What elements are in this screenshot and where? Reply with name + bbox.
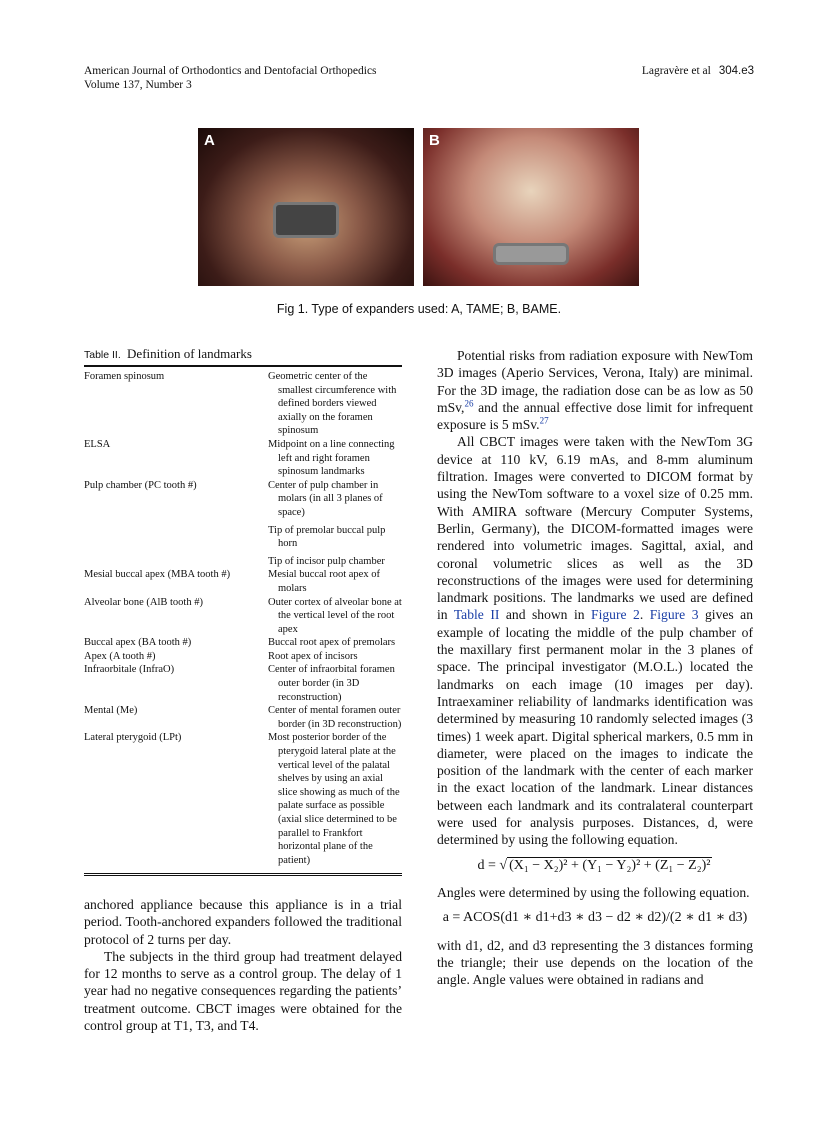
- figure-caption: Fig 1. Type of expanders used: A, TAME; B, BAME.: [276, 302, 562, 316]
- table-row: [84, 438, 402, 479]
- table-row: [84, 636, 402, 650]
- landmark-name: Foramen spinosum: [84, 371, 165, 382]
- figure-photo-b: [423, 128, 639, 286]
- left-column-text: [84, 896, 402, 1034]
- distance-equation: d = √ (X₁ − X₂)² + (Y₁ − Y₂)² + (Z₁ − Z₂)²: [477, 857, 711, 873]
- paragraph: [437, 347, 753, 433]
- landmark-definition: Root apex of incisors: [268, 650, 358, 662]
- landmark-name: Apex (A tooth #): [84, 650, 156, 662]
- equation-rhs: (X₁ − X₂)² + (Y₁ − Y₂)² + (Z₁ − Z₂)²: [509, 857, 711, 873]
- table-title: [84, 346, 402, 367]
- authors: Lagravère et al: [641, 65, 711, 77]
- right-column-text: [437, 347, 753, 988]
- citation-26[interactable]: 26: [464, 398, 474, 409]
- table-row: [84, 596, 402, 637]
- text: All CBCT images were taken with the NewTom 3G device at 110 kV, 6.19 mAs, and 8-mm aluminum filtration. Images were converted to DICOM format by using the NewTom software to a voxel size of 0.25 mm. With AMIRA software (Mercury Computer Systems, Berlin, Germany), the DICOM-formatted images were rendered into volumetric images. Sagittal, axial, and coronal volumetric slices as well as the 3D reconstructions of the images were used for determining landmark positions. The landmarks we used are defined in: [437, 434, 753, 623]
- table-row: [84, 568, 402, 595]
- paragraph: The subjects in the third group had treatment delayed for 12 months to serve as a control group. The delay of 1 year had no negative consequences regarding the patients’ treatment outcome. CBCT images were obtained for the control group at T1, T3, and T4.: [84, 948, 402, 1034]
- landmark-name: Buccal apex (BA tooth #): [84, 637, 192, 649]
- table-row: [84, 650, 402, 664]
- table-label: Table II.: [84, 349, 121, 361]
- table-body: [84, 370, 402, 867]
- landmark-definition: Center of infraorbital foramen outer border (in 3D reconstruction): [268, 664, 395, 703]
- landmark-name: [84, 520, 268, 551]
- page-number: 304.e3: [718, 65, 754, 77]
- landmark-name: Mesial buccal apex (MBA tooth #): [84, 569, 231, 581]
- table-row: [84, 370, 402, 438]
- text: .: [639, 607, 650, 623]
- table-row: [84, 731, 402, 867]
- landmark-name: Infraorbitale (InfraO): [84, 664, 175, 676]
- landmark-definition: Tip of incisor pulp chamber: [268, 555, 385, 567]
- text: gives an example of locating the middle of the pulp chamber of the maxillary first permanent molar in the 3 planes of space. The principal investigator (M.O.L.) located the landmarks on each image (10 images per day). Intraexaminer reliability of landmarks identification was determined by measuring 10 randomly selected images (3 times) 1 week apart. Digital spherical markers, 0.5 mm in diameter, were placed on the images to indicate the position of the landmark with the center of each marker in the exact location of the landmark. Linear distances between each landmark and its contralateral counterpart were used for analysis purposes. Distances, d, were determined by using the following equation.: [437, 607, 754, 848]
- landmark-definition: Center of mental foramen outer border (in 3D reconstruction): [268, 705, 402, 730]
- link-figure-3[interactable]: Figure 3: [649, 607, 699, 623]
- landmark-name: [84, 551, 268, 569]
- landmark-name: ELSA: [84, 438, 111, 450]
- equation-lhs: d =: [477, 857, 500, 873]
- link-table-2[interactable]: Table II: [453, 607, 500, 623]
- table-row: [84, 479, 402, 520]
- table-row: [84, 663, 402, 704]
- landmark-name: Alveolar bone (AlB tooth #): [84, 596, 203, 608]
- paragraph: anchored appliance because this appliance is in a trial period. Tooth-anchored expanders followed the traditional protocol of 2 turns per day.: [84, 897, 402, 947]
- table-row: [84, 551, 402, 569]
- journal-volume: Volume 137, Number 3: [84, 79, 192, 91]
- citation-27[interactable]: 27: [539, 415, 549, 426]
- panel-label-a: A: [204, 132, 215, 149]
- landmark-name: Lateral pterygoid (LPt): [84, 732, 182, 744]
- running-header-right: [642, 64, 754, 78]
- journal-name: American Journal of Orthodontics and Dentofacial Orthopedics: [84, 65, 377, 77]
- table-row: [84, 704, 402, 731]
- link-figure-2[interactable]: Figure 2: [591, 607, 640, 623]
- landmark-name: Pulp chamber (PC tooth #): [84, 479, 197, 491]
- paragraph: [437, 433, 753, 848]
- landmark-definition: Tip of premolar buccal pulp horn: [268, 524, 386, 550]
- paragraph: with d1, d2, and d3 representing the 3 distances forming the triangle; their use depends on the location of the angle. Angle values were obtained in radians and: [437, 937, 753, 988]
- angle-equation: a = ACOS(d1 ∗ d1+d3 ∗ d3 − d2 ∗ d2)/(2 ∗ d1 ∗ d3): [442, 910, 748, 926]
- landmark-definition: Mesial buccal root apex of molars: [268, 569, 380, 594]
- figure-photo-a: [198, 128, 414, 286]
- landmark-name: Mental (Me): [84, 705, 138, 717]
- landmark-definition: Buccal root apex of premolars: [268, 637, 396, 649]
- landmark-definition: Most posterior border of the pterygoid lateral plate at the vertical level of the palatal shelves by using an axial slice showing as much of the palate surface as possible (axial slice determined to be parallel to Frankfort horizontal plane of the patient): [268, 732, 400, 866]
- landmark-definition: Center of pulp chamber in molars (in all 3 planes of space): [268, 479, 383, 518]
- expander-appliance: [493, 243, 569, 265]
- text: and shown in: [499, 607, 592, 623]
- running-header-left: [84, 64, 377, 92]
- landmarks-table: [84, 346, 402, 879]
- paragraph: Angles were determined by using the following equation.: [437, 884, 750, 900]
- table-row: [84, 520, 402, 551]
- landmark-definition: Geometric center of the smallest circumference with defined borders viewed axially on the foramen spinosum: [268, 371, 397, 437]
- panel-label-b: B: [429, 132, 440, 149]
- landmark-definition: Midpoint on a line connecting left and right foramen spinosum landmarks: [268, 438, 395, 478]
- landmark-definition: Outer cortex of alveolar bone at the vertical level of the root apex: [268, 596, 402, 635]
- table-caption: Definition of landmarks: [127, 346, 252, 361]
- text: and the annual effective dose limit for infrequent exposure is 5 mSv.: [437, 399, 753, 433]
- table-bottom-rule: [84, 873, 402, 879]
- expander-appliance: [273, 202, 339, 238]
- text: Potential risks from radiation exposure with NewTom 3D images (Aperio Services, Verona, Italy) are minimal. For the 3D image, the radiation dose can be as low as 50 mSv,: [437, 348, 753, 415]
